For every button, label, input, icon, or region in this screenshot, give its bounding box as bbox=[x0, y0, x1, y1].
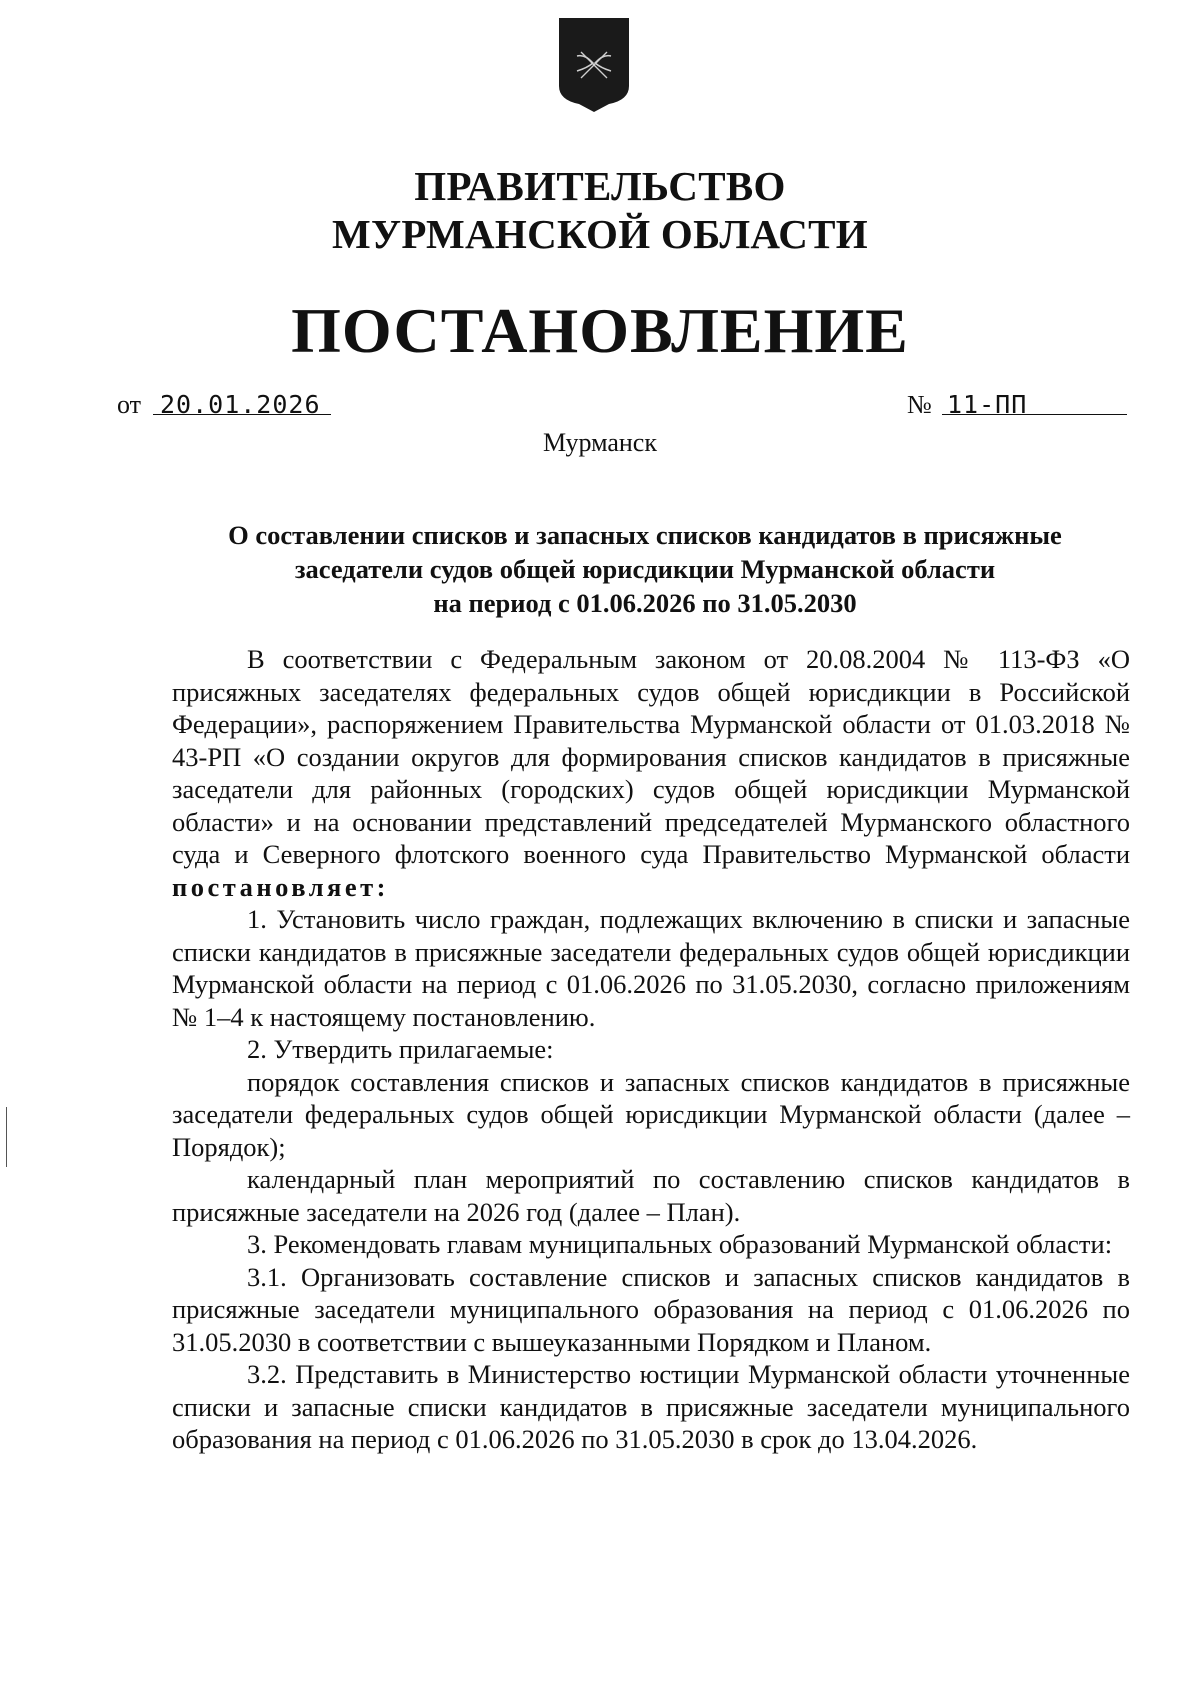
coat-of-arms-icon bbox=[557, 16, 631, 114]
paragraph-3-2: 3.2. Представить в Министерство юстиции Мурманской области уточненные списки и запасные списки кандидатов в присяжные заседатели муниципального образования на период с 01.06.2026 по 31.05.2030 в срок до 13.04.2026. bbox=[172, 1359, 1130, 1454]
document-date: 20.01.2026 bbox=[160, 390, 321, 419]
date-label: от bbox=[117, 390, 142, 419]
title-line2: заседатели судов общей юрисдикции Мурманской области bbox=[294, 554, 996, 584]
title-line3: на период с 01.06.2026 по 31.05.2030 bbox=[433, 588, 857, 618]
document-number: 11-ПП bbox=[947, 390, 1028, 419]
paragraph-3-1: 3.1. Организовать составление списков и запасных списков кандидатов в присяжные заседатели муниципального образования на период с 01.06.2026 по 31.05.2030 в соответствии с вышеуказанными Порядком и Планом. bbox=[172, 1261, 1130, 1357]
scan-margin-mark bbox=[6, 1107, 7, 1167]
city-name: Мурманск bbox=[543, 428, 657, 457]
government-title-line2: МУРМАНСКОЙ ОБЛАСТИ bbox=[332, 211, 868, 257]
paragraph-2a: порядок составления списков и запасных списков кандидатов в присяжные заседатели федеральных судов общей юрисдикции Мурманской области (далее – Порядок); bbox=[172, 1066, 1130, 1162]
paragraph-1: 1. Установить число граждан, подлежащих включению в списки и запасные списки кандидатов в присяжные заседатели федеральных судов общей юрисдикции Мурманской области на период с 01.06.2026 по 31.05.2030, согласно приложениям № 1–4 к настоящему постановлению. bbox=[172, 904, 1130, 1032]
number-label: № bbox=[907, 390, 932, 419]
paragraph-3: 3. Рекомендовать главам муниципальных образований Мурманской области: bbox=[247, 1229, 1113, 1259]
resolves-keyword: постановляет: bbox=[172, 871, 389, 902]
document-body bbox=[172, 643, 1130, 1456]
document-type: ПОСТАНОВЛЕНИЕ bbox=[291, 295, 909, 366]
title-line1: О составлении списков и запасных списков кандидатов в присяжные bbox=[228, 520, 1062, 550]
document-title bbox=[175, 518, 1115, 620]
number-underline bbox=[942, 414, 1127, 415]
paragraph-2b: календарный план мероприятий по составлению списков кандидатов в присяжные заседатели на 2026 год (далее – План). bbox=[172, 1164, 1130, 1227]
preamble-text: В соответствии с Федеральным законом от 20.08.2004 № 113-ФЗ «О присяжных заседателях федеральных судов общей юрисдикции в Российской Федерации», распоряжением Правительства Мурманской области от 01.03.2018 № 43-РП «О создании округов для формирования списков кандидатов в присяжные заседатели для районных (городских) судов общей юрисдикции Мурманской области» и на основании представлений председателей Мурманского областного суда и Северного флотского военного суда Правительство Мурманской области bbox=[172, 644, 1130, 869]
preamble-paragraph bbox=[172, 643, 1130, 903]
paragraph-2: 2. Утвердить прилагаемые: bbox=[247, 1034, 554, 1064]
government-title-line1: ПРАВИТЕЛЬСТВО bbox=[414, 163, 786, 209]
date-underline bbox=[153, 414, 331, 415]
